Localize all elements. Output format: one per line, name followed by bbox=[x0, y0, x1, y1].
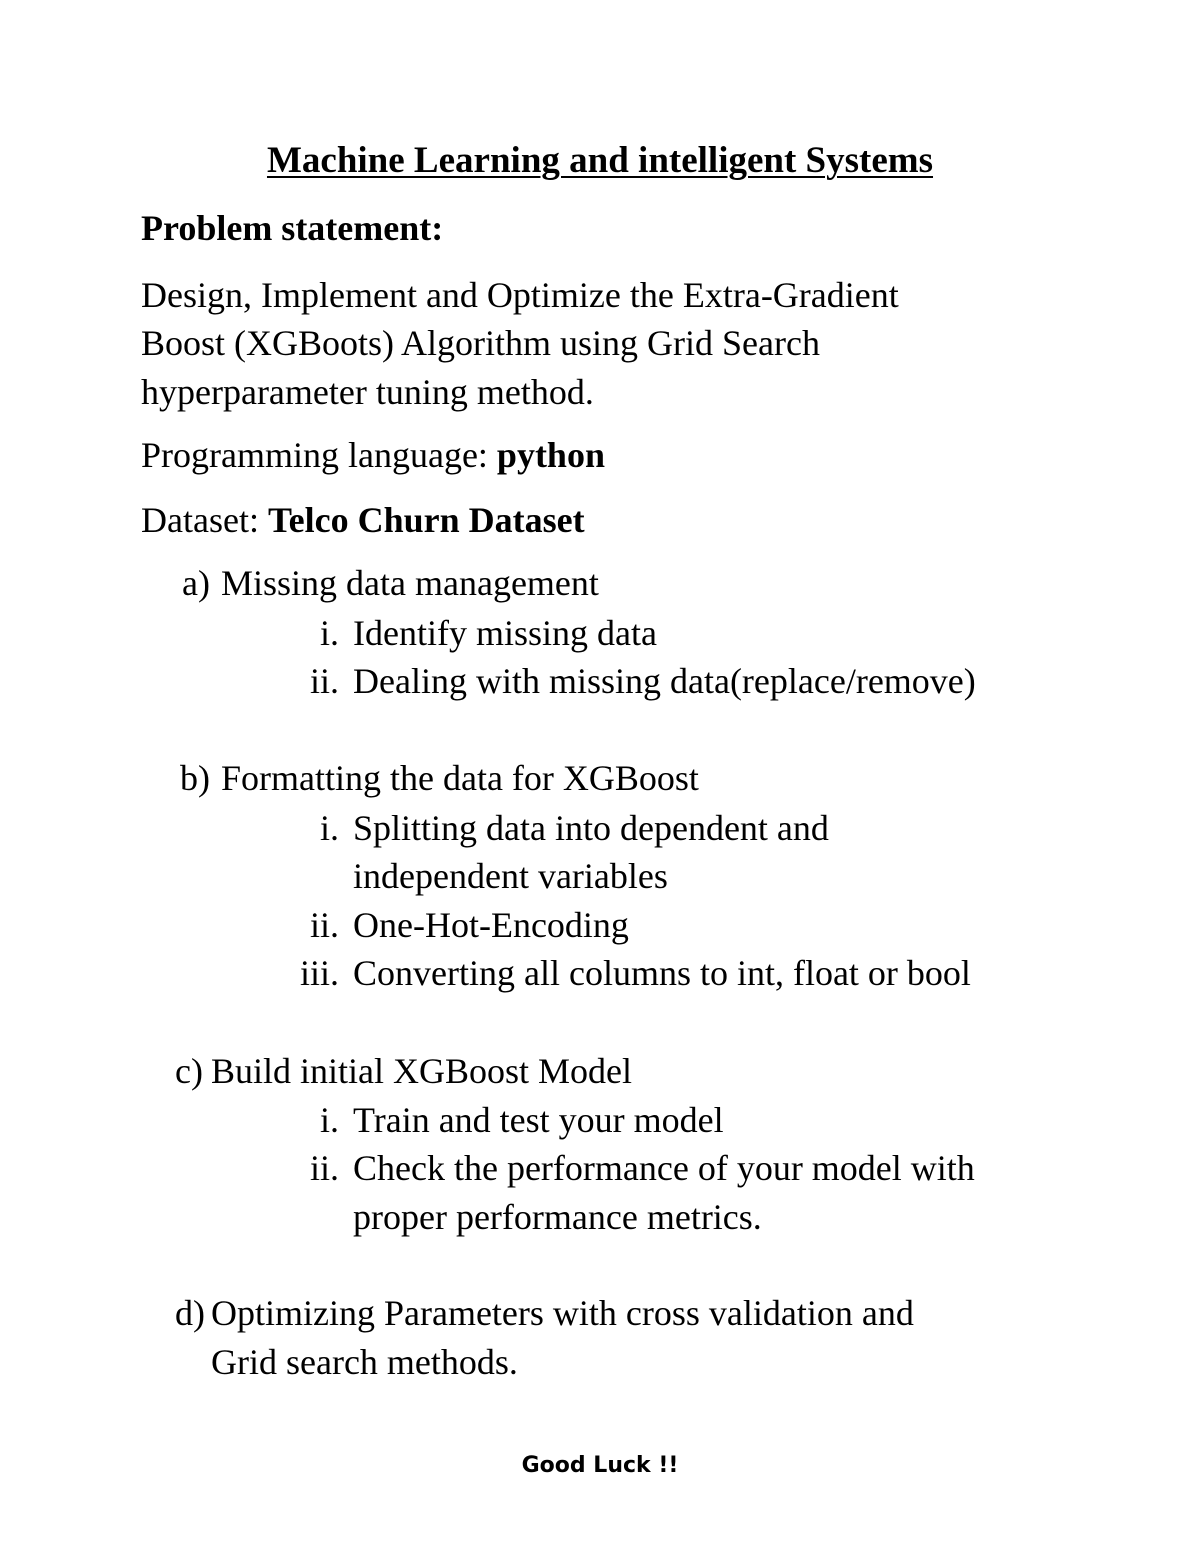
dataset-line bbox=[141, 502, 585, 538]
list-item: Splitting data into dependent and bbox=[353, 808, 829, 848]
list-item-marker: i. bbox=[319, 613, 339, 653]
section-heading: Formatting the data for XGBoost bbox=[221, 758, 699, 798]
list-item: Identify missing data bbox=[353, 613, 657, 653]
list-item-marker: ii. bbox=[309, 905, 339, 945]
section-continuation: Grid search methods. bbox=[211, 1342, 518, 1382]
section-marker: a) bbox=[182, 563, 210, 603]
page-title: Machine Learning and intelligent Systems bbox=[266, 140, 934, 181]
section-heading: Optimizing Parameters with cross validation and bbox=[211, 1293, 914, 1333]
dataset-value: Telco Churn Dataset bbox=[267, 500, 585, 540]
list-item: Train and test your model bbox=[353, 1100, 724, 1140]
list-item: One-Hot-Encoding bbox=[353, 905, 629, 945]
description-line: hyperparameter tuning method. bbox=[141, 372, 594, 412]
list-item-continuation: proper performance metrics. bbox=[353, 1197, 762, 1237]
dataset-label: Dataset: bbox=[141, 500, 268, 540]
section-heading: Build initial XGBoost Model bbox=[211, 1051, 633, 1091]
list-item-marker: iii. bbox=[299, 953, 339, 993]
language-value: python bbox=[496, 435, 605, 475]
description-line: Boost (XGBoots) Algorithm using Grid Search bbox=[141, 323, 820, 363]
section-marker: c) bbox=[175, 1051, 203, 1091]
description-line: Design, Implement and Optimize the Extra-Gradient bbox=[141, 275, 899, 315]
list-item-continuation: independent variables bbox=[353, 856, 668, 896]
problem-heading: Problem statement: bbox=[141, 208, 444, 248]
section-heading: Missing data management bbox=[221, 563, 599, 603]
language-line bbox=[141, 437, 605, 473]
list-item-marker: i. bbox=[319, 808, 339, 848]
list-item-marker: ii. bbox=[309, 1148, 339, 1188]
footer-text: Good Luck !! bbox=[521, 1453, 679, 1478]
list-item: Converting all columns to int, float or bool bbox=[353, 953, 971, 993]
section-marker: d) bbox=[175, 1293, 205, 1333]
list-item: Check the performance of your model with bbox=[353, 1148, 975, 1188]
list-item-marker: i. bbox=[319, 1100, 339, 1140]
section-marker: b) bbox=[180, 758, 210, 798]
list-item-marker: ii. bbox=[309, 661, 339, 701]
list-item: Dealing with missing data(replace/remove) bbox=[353, 661, 976, 701]
language-label: Programming language: bbox=[141, 435, 497, 475]
